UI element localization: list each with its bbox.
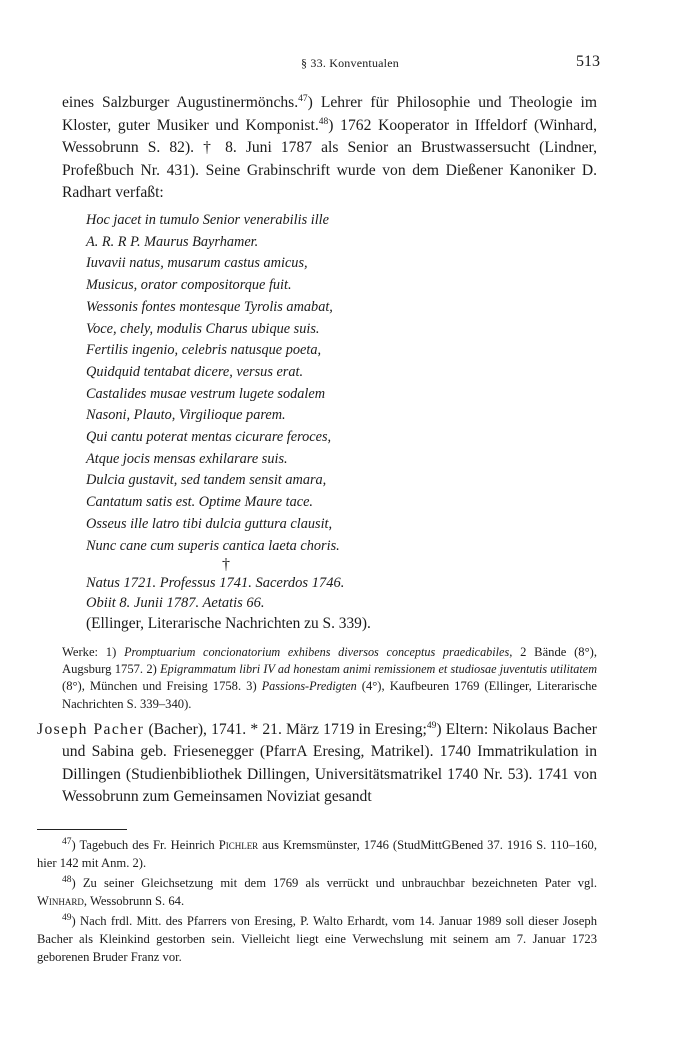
works-list [62,644,597,713]
text-run: aus Kremsmünster, 1746 (StudMittGBened 37. 1916 S. 110–160, hier 142 mit Anm. 2). [37,838,597,871]
text-run: ) Lehrer für Philosophie und Theologie im Kloster, guter Musiker und Komponist. [62,94,597,134]
poem-verse: Osseus ille latro tibi dulcia guttura clausit, [86,515,333,532]
text-run: ) 1762 Kooperator in Iffeldorf (Winhard, Wessobrunn S. 82). † 8. Juni 1787 als Senior an Brustwassersucht (Lindner, Profeßbuch Nr. 431). Seine Grabinschrift wurde von dem Dießener Kanoniker D. Radhart verfaßt: [62,116,597,201]
page-number: 513 [576,53,600,70]
poem-verse: Voce, chely, modulis Charus ubique suis. [86,320,320,337]
poem-verse: Wessonis fontes montesque Tyrolis amabat, [86,298,333,315]
poem-verse: Atque jocis mensas exhilarare suis. [86,450,288,467]
epitaph-line: Natus 1721. Professus 1741. Sacerdos 1746. [86,575,345,591]
work-title: Passions-Predigten [261,679,357,694]
poem-verse: Castalides musae vestrum lugete sodalem [86,385,326,402]
epitaph-line: Obiit 8. Junii 1787. Aetatis 66. [86,595,265,611]
footnote-number: 49 [62,912,72,923]
epitaph-poem [86,210,340,557]
text-run: ) Zu seiner Gleichsetzung mit dem 1769 als verrückt und unbrauchbar bezeichneten Pater vgl. [71,875,597,890]
poem-verse: Dulcia gustavit, sed tandem sensit amara, [86,472,327,489]
text-run: ) Eltern: Nikolaus Bacher und Sabina geb. Friesenegger (PfarrA Eresing, Matrikel). 1740 Immatrikulation in Dillingen (Studienbibliothek Dillingen, Universitätsmatrikel 1740 Nr. 53). 1741 von Wessobrunn zum Gemeinsamen Noviziat gesandt [62,721,597,806]
footnote-number: 48 [62,874,72,885]
paragraph-bayrhamer [62,92,597,205]
poem-verse: Nasoni, Plauto, Virgilioque parem. [86,407,286,424]
text-run: ) Nach frdl. Mitt. des Pfarrers von Eresing, P. Walto Erhardt, vom 14. Januar 1989 soll dieser Joseph Bacher als Kleinkind gestorben sein. Vielleicht liegt eine Verwechslung mit seinem am 7. Januar 1723 geborenen Bruder Franz vor. [37,913,597,965]
poem-verse: A. R. R P. Maurus Bayrhamer. [86,233,259,250]
author-name: Pichler [218,838,259,852]
text-run: (4°), Kaufbeuren 1769 (Ellinger, Literarische Nachrichten S. 339–340). [62,679,597,711]
footnote-48 [37,874,597,911]
poem-verse: Qui cantu poterat mentas cicurare feroces, [86,429,332,446]
footnote-ref-49[interactable]: 49 [426,720,437,731]
entry-name: Joseph Pacher [37,721,145,738]
poem-verse: Fertilis ingenio, celebris natusque poeta, [86,342,322,359]
text-run: ) Tagebuch des Fr. Heinrich [71,838,219,852]
text-run: , Wessobrunn S. 64. [83,894,185,909]
text-run: (Bacher), 1741. * 21. März 1719 in Eresing; [144,721,427,738]
text-run: (8°), München und Freising 1758. 3) [62,679,262,694]
poem-verse: Cantatum satis est. Optime Maure tace. [86,494,314,511]
epitaph-source: (Ellinger, Literarische Nachrichten zu S. 339). [86,615,371,632]
work-title: Epigrammatum libri IV ad honestam animi remissionem et studiosae juventutis utilitatem [160,662,598,677]
poem-verse: Iuvavii natus, musarum castus amicus, [86,255,308,272]
footnote-rule [37,829,127,830]
poem-verse: Hoc jacet in tumulo Senior venerabilis ille [86,212,329,228]
footnote-49 [37,912,597,967]
poem-verse: Musicus, orator compositorque fuit. [86,277,292,294]
footnote-ref-48[interactable]: 48 [318,116,329,127]
footnote-47 [37,836,597,873]
work-title: Promptuarium concionatorium exhibens diversos conceptus praedicabiles [124,645,510,659]
cross-symbol: † [222,556,230,573]
epitaph-dates [86,573,371,635]
poem-verse: Nunc cane cum superis cantica laeta choris. [86,537,340,554]
entry-joseph-pacher [37,719,597,809]
footnote-number: 47 [62,836,72,847]
running-head: § 33. Konventualen [301,56,399,70]
author-name: Winhard [37,894,84,909]
text-run: , 2 Bände (8°), Augsburg 1757. 2) [62,645,597,677]
text-run: eines Salzburger Augustinermönchs. [62,94,299,111]
text-run: Werke: 1) [62,645,125,659]
poem-verse: Quidquid tentabat dicere, versus erat. [86,363,304,380]
footnotes [37,836,597,968]
page-header [0,53,700,76]
footnote-ref-47[interactable]: 47 [298,93,308,104]
